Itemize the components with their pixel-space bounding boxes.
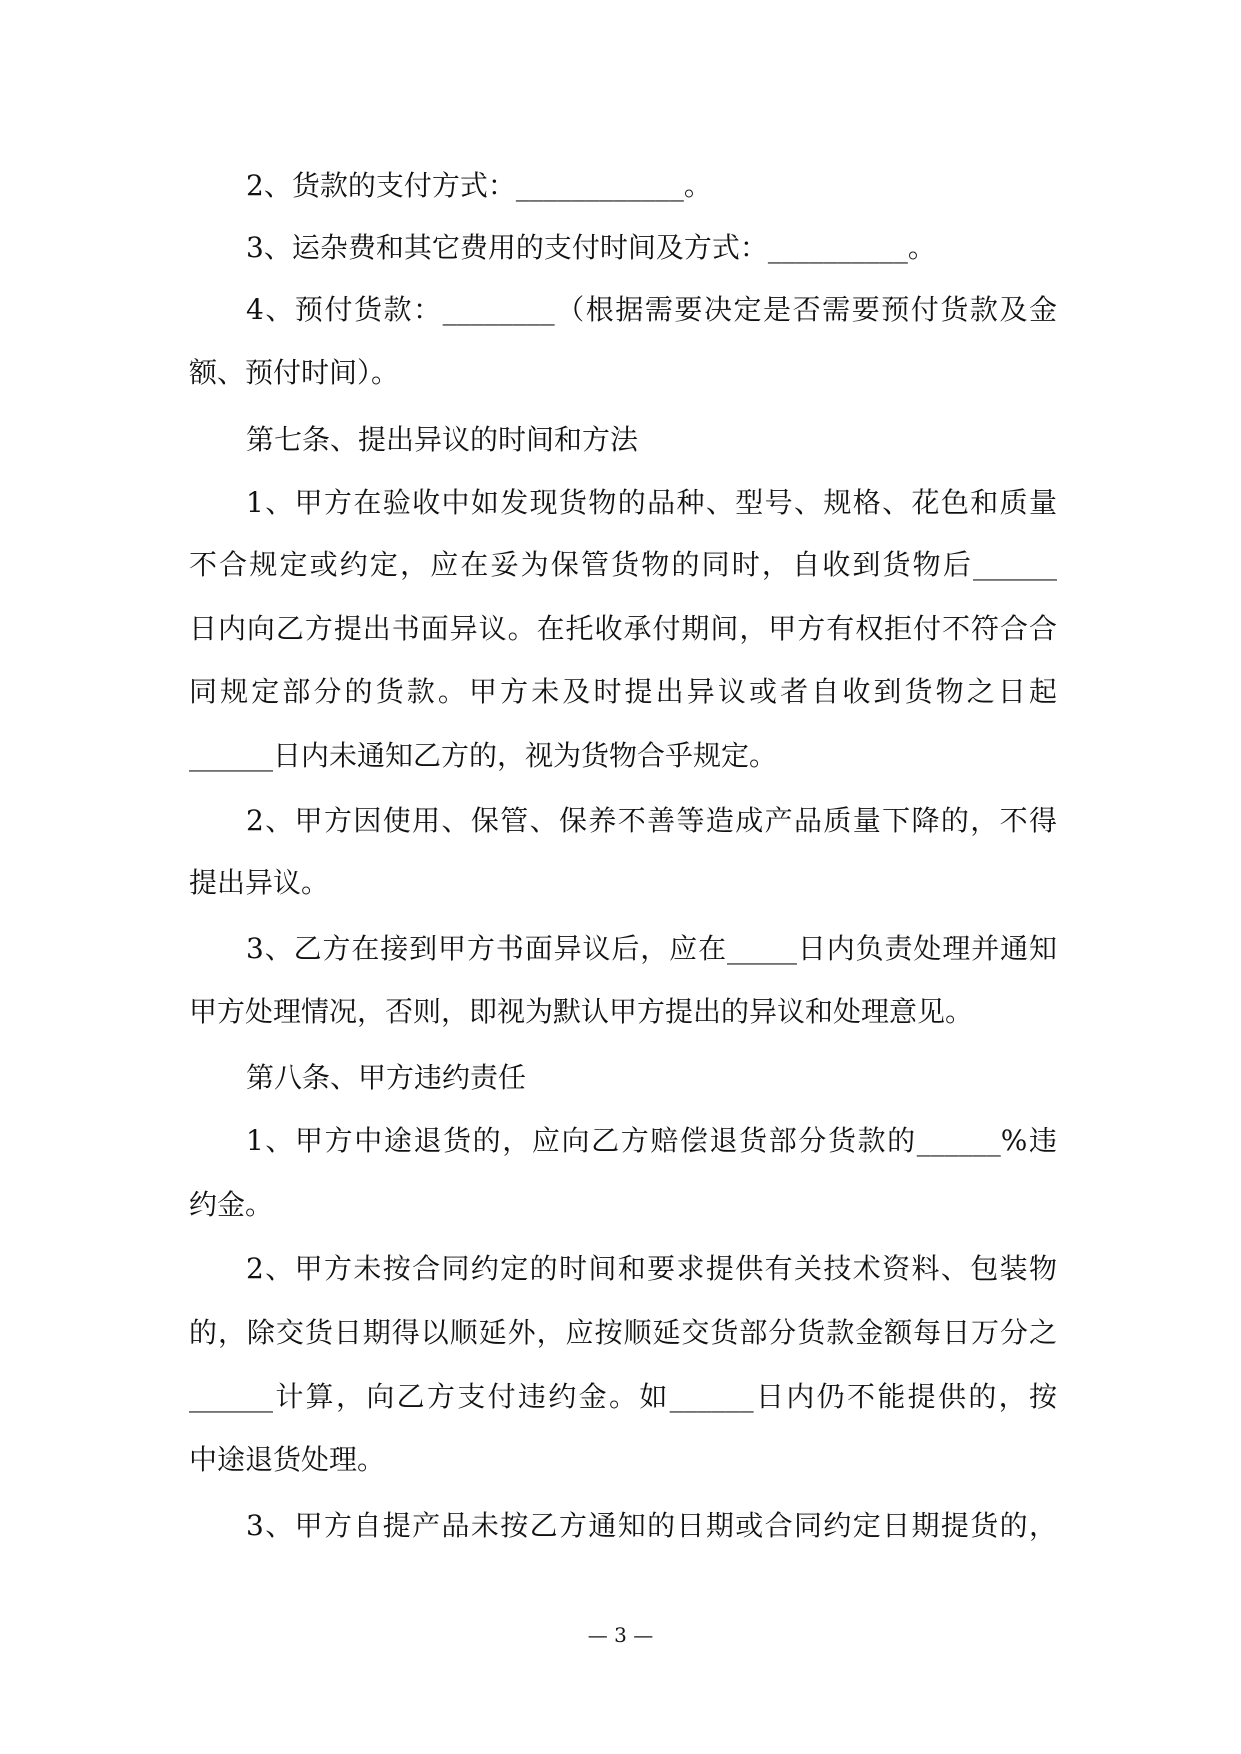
clause-7-item-2-line-2: 提出异议。 xyxy=(189,866,330,899)
clause-8-item-2-line-3: ______计算，向乙方支付违约金。如______日内仍不能提供的，按 xyxy=(189,1380,1057,1413)
clause-6-item-2: 2、货款的支付方式：____________。 xyxy=(246,169,712,202)
clause-8-heading: 第八条、甲方违约责任 xyxy=(246,1061,527,1094)
clause-7-item-3-line-1: 3、乙方在接到甲方书面异议后，应在_____日内负责处理并通知 xyxy=(246,932,1057,965)
clause-8-item-1-line-1: 1、甲方中途退货的，应向乙方赔偿退货部分货款的______%违 xyxy=(246,1124,1057,1157)
clause-7-item-1-line-5: ______日内未通知乙方的，视为货物合乎规定。 xyxy=(189,739,778,772)
clause-8-item-2-line-4: 中途退货处理。 xyxy=(189,1443,386,1476)
clause-7-item-1-line-1: 1、甲方在验收中如发现货物的品种、型号、规格、花色和质量 xyxy=(246,486,1057,519)
clause-7-item-2-line-1: 2、甲方因使用、保管、保养不善等造成产品质量下降的，不得 xyxy=(246,804,1057,837)
clause-8-item-1-line-2: 约金。 xyxy=(189,1188,274,1221)
clause-6-item-4-line-2: 额、预付时间）。 xyxy=(189,356,400,389)
clause-7-item-1-line-2: 不合规定或约定，应在妥为保管货物的同时，自收到货物后______ xyxy=(189,548,1057,581)
clause-8-item-2-line-1: 2、甲方未按合同约定的时间和要求提供有关技术资料、包装物 xyxy=(246,1252,1057,1285)
clause-7-item-1-line-4: 同规定部分的货款。甲方未及时提出异议或者自收到货物之日起 xyxy=(189,675,1057,708)
clause-7-item-1-line-3: 日内向乙方提出书面异议。在托收承付期间，甲方有权拒付不符合合 xyxy=(189,612,1057,645)
clause-6-item-3: 3、运杂费和其它费用的支付时间及方式：__________。 xyxy=(246,231,936,264)
clause-6-item-4-line-1: 4、预付货款：________（根据需要决定是否需要预付货款及金 xyxy=(246,293,1057,326)
clause-7-heading: 第七条、提出异议的时间和方法 xyxy=(246,423,639,456)
page-number: — 3 — xyxy=(587,1623,654,1647)
clause-8-item-2-line-2: 的，除交货日期得以顺延外，应按顺延交货部分货款金额每日万分之 xyxy=(189,1316,1057,1349)
clause-8-item-3-line-1: 3、甲方自提产品未按乙方通知的日期或合同约定日期提货的， xyxy=(246,1509,1057,1542)
clause-7-item-3-line-2: 甲方处理情况，否则，即视为默认甲方提出的异议和处理意见。 xyxy=(189,995,974,1028)
